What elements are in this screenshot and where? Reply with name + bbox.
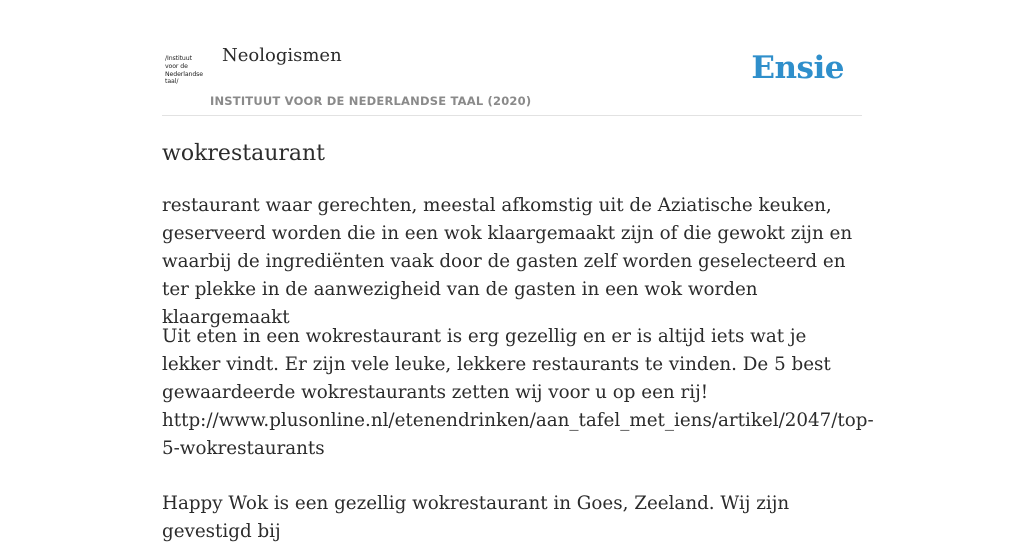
logo-text-line: taal/ [165,78,179,86]
example-text: Uit eten in een wokrestaurant is erg gezellig en er is altijd iets wat je lekker vindt. Er zijn vele leuke, lekkere restaurants te vinden. De 5 best gewaardeerde wokrestaurants zetten wij voor u op een rij! [162,326,831,403]
source-header [162,0,862,116]
source-logo[interactable] [165,55,207,91]
entry-definition: restaurant waar gerechten, meestal afkomstig uit de Aziatische keuken, geserveerd worden die in een wok klaargemaakt zijn of die gewokt zijn en waarbij de ingrediënten vaak door de gasten zelf worden geselecteerd en ter plekke in de aanwezigheid van de gasten in een wok worden klaargemaakt [162,195,853,328]
logo-text-line: Nederlandse [165,70,204,78]
logo-text-line: voor de [165,62,188,70]
source-title-link[interactable]: Neologismen [222,45,342,66]
source-subtitle: INSTITUUT VOOR DE NEDERLANDSE TAAL (2020) [210,94,532,108]
content-container [162,0,874,542]
example-paragraph [162,323,874,463]
logo-text-line: /Instituut [165,55,192,62]
example-source-url: http://www.plusonline.nl/etenendrinken/aan_tafel_met_iens/artikel/2047/top-5-wokrestaurants [162,410,874,459]
entry-term: wokrestaurant [162,141,326,166]
example-paragraph: Happy Wok is een gezellig wokrestaurant in Goes, Zeeland. Wij zijn gevestigd bij [162,493,790,542]
ensie-brand-logo[interactable]: Ensie [751,50,844,86]
